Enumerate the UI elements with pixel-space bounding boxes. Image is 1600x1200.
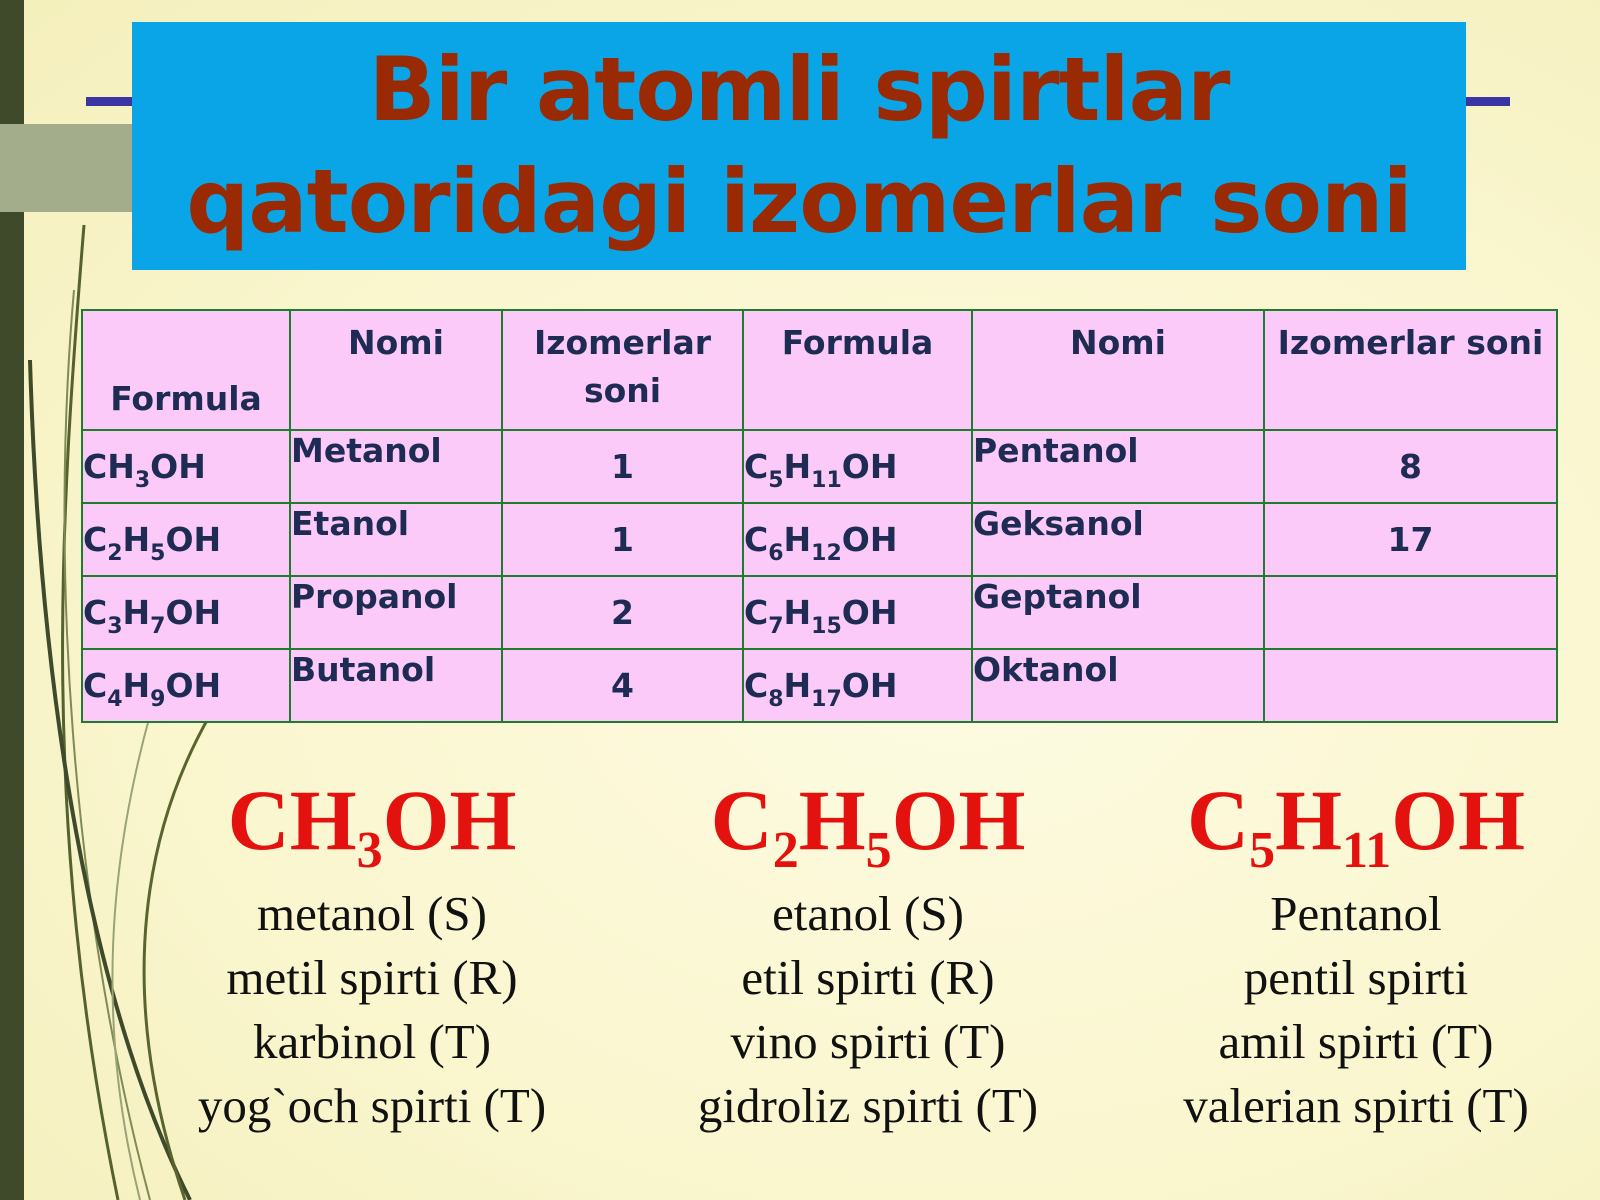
example-methanol: [132, 770, 612, 1138]
isomer-count-cell: 8: [1264, 430, 1557, 503]
formula-part: C: [83, 593, 108, 632]
trivial-name: valerian spirti (T): [1183, 1078, 1529, 1133]
formula-cell: [82, 576, 290, 649]
isomer-count-cell: 2: [502, 576, 743, 649]
name-cell: Metanol: [290, 430, 502, 503]
formula-part: C: [744, 593, 769, 632]
rational-name: pentil spirti: [1243, 950, 1469, 1005]
formula-part: C: [83, 447, 108, 486]
formula-subscript: 3: [356, 822, 383, 879]
formula-part: H: [783, 520, 812, 559]
formula-subscript: 3: [134, 468, 151, 493]
systematic-name: metanol (S): [257, 886, 487, 941]
formula-cell: [82, 649, 290, 722]
header-name: Nomi: [972, 310, 1264, 430]
systematic-name: etanol (S): [772, 886, 964, 941]
formula-subscript: 12: [811, 541, 842, 566]
header-formula: Formula: [82, 310, 290, 430]
name-cell: Pentanol: [972, 430, 1264, 503]
example-formula: [1116, 770, 1596, 879]
isomer-count-table: [81, 309, 1558, 723]
formula-subscript: 5: [1249, 822, 1276, 879]
formula-part: C: [1187, 772, 1250, 868]
header-isomers: Izomerlar soni: [502, 310, 743, 430]
formula-part: OH: [841, 666, 898, 705]
isomer-count-cell: 1: [502, 503, 743, 576]
name-cell: Butanol: [290, 649, 502, 722]
formula-part: C: [744, 447, 769, 486]
formula-part: H: [122, 666, 151, 705]
trivial-name: karbinol (T): [252, 1014, 492, 1069]
example-names: [628, 882, 1108, 1138]
table-row: [82, 649, 1557, 722]
formula-cell: [743, 576, 972, 649]
formula-cell: [743, 430, 972, 503]
formula-part: C: [744, 520, 769, 559]
formula-cell: [82, 430, 290, 503]
formula-subscript: 2: [772, 822, 799, 879]
formula-part: OH: [841, 593, 898, 632]
table-row: [82, 503, 1557, 576]
trivial-name: vino spirti (T): [730, 1014, 1006, 1069]
header-isomers: Izomerlar soni: [1264, 310, 1557, 430]
formula-subscript: 6: [768, 541, 784, 566]
name-cell: Propanol: [290, 576, 502, 649]
formula-subscript: 11: [1342, 822, 1392, 879]
formula-subscript: 5: [865, 822, 892, 879]
formula-part: H: [107, 447, 135, 486]
formula-part: H: [122, 520, 151, 559]
isomer-count-cell: 1: [502, 430, 743, 503]
example-names: [1116, 882, 1596, 1138]
header-formula: Formula: [743, 310, 972, 430]
formula-cell: [82, 503, 290, 576]
trivial-name: yog`och spirti (T): [197, 1078, 547, 1133]
formula-part: C: [83, 666, 108, 705]
formula-part: H: [122, 593, 151, 632]
formula-part: C: [744, 666, 769, 705]
formula-part: OH: [150, 447, 206, 486]
name-cell: Etanol: [290, 503, 502, 576]
example-pentanol: [1116, 770, 1596, 1138]
table-row: [82, 576, 1557, 649]
formula-subscript: 2: [107, 541, 123, 566]
example-formula: [628, 770, 1108, 879]
table-header-row: [82, 310, 1557, 430]
formula-subscript: 3: [107, 614, 123, 639]
formula-part: OH: [165, 666, 222, 705]
systematic-name: Pentanol: [1270, 886, 1442, 941]
formula-subscript: 7: [150, 614, 166, 639]
formula-part: H: [1275, 772, 1343, 868]
formula-cell: [743, 503, 972, 576]
rational-name: etil spirti (R): [741, 950, 995, 1005]
name-cell: Geptanol: [972, 576, 1264, 649]
isomer-count-cell: 17: [1264, 503, 1557, 576]
formula-part: C: [710, 772, 773, 868]
formula-part: H: [798, 772, 866, 868]
title-banner: [132, 22, 1466, 270]
formula-part: OH: [165, 593, 222, 632]
title-line-2: qatoridagi izomerlar soni: [186, 150, 1412, 253]
example-formula: [132, 770, 612, 879]
formula-cell: [743, 649, 972, 722]
formula-part: H: [783, 447, 812, 486]
formula-subscript: 7: [768, 614, 784, 639]
trivial-name: amil spirti (T): [1218, 1014, 1494, 1069]
trivial-name: gidroliz spirti (T): [697, 1078, 1039, 1133]
isomer-count-cell: 4: [502, 649, 743, 722]
formula-part: CH: [227, 772, 357, 868]
name-cell: Geksanol: [972, 503, 1264, 576]
formula-subscript: 5: [768, 468, 784, 493]
example-ethanol: [628, 770, 1108, 1138]
title-rule-right: [1466, 97, 1510, 106]
title-rule-left: [86, 97, 134, 106]
table-row: [82, 430, 1557, 503]
formula-subscript: 9: [150, 687, 166, 712]
formula-part: H: [783, 666, 812, 705]
isomer-count-cell: [1264, 576, 1557, 649]
header-name: Nomi: [290, 310, 502, 430]
formula-subscript: 11: [811, 468, 842, 493]
formula-part: OH: [891, 772, 1026, 868]
formula-part: H: [783, 593, 812, 632]
isomer-count-cell: [1264, 649, 1557, 722]
formula-subscript: 15: [811, 614, 842, 639]
formula-subscript: 5: [150, 541, 166, 566]
formula-part: OH: [382, 772, 517, 868]
example-names: [132, 882, 612, 1138]
formula-subscript: 17: [811, 687, 842, 712]
rational-name: metil spirti (R): [226, 950, 518, 1005]
name-cell: Oktanol: [972, 649, 1264, 722]
formula-part: OH: [1391, 772, 1525, 868]
formula-subscript: 4: [107, 687, 123, 712]
formula-part: C: [83, 520, 108, 559]
formula-part: OH: [841, 520, 898, 559]
formula-subscript: 8: [768, 687, 784, 712]
formula-part: OH: [165, 520, 222, 559]
title-line-1: Bir atomli spirtlar: [368, 38, 1230, 141]
formula-part: OH: [841, 447, 898, 486]
